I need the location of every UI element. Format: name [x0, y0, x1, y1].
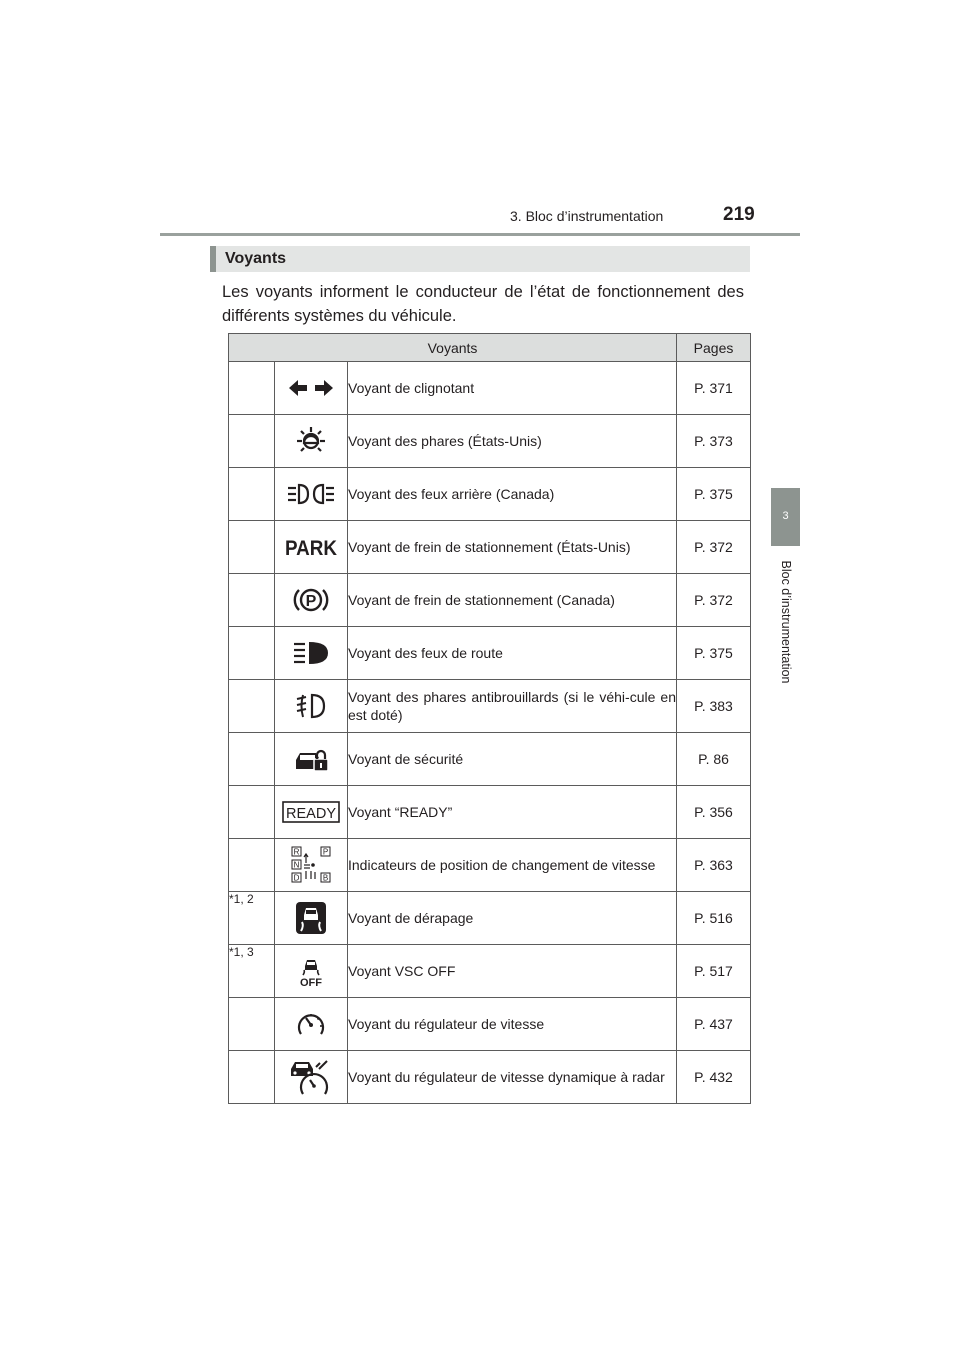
- table-row: [229, 468, 751, 521]
- icon-cell: [275, 680, 348, 733]
- shift-p-letter: P: [322, 847, 329, 857]
- indicator-table: [228, 333, 751, 1104]
- indicator-label: Voyant “READY”: [348, 786, 677, 839]
- note-cell: [229, 362, 275, 415]
- icon-cell: [275, 892, 348, 945]
- running-head: 3. Bloc d’instrumentation: [510, 208, 664, 224]
- page-ref: P. 437: [677, 998, 751, 1051]
- indicator-label: Voyant des feux de route: [348, 627, 677, 680]
- indicator-label: Voyant de sécurité: [348, 733, 677, 786]
- note-cell: [229, 839, 275, 892]
- page-ref: P. 432: [677, 1051, 751, 1104]
- table-row: [229, 362, 751, 415]
- parking-brake-circle-p-icon: [291, 585, 331, 615]
- icon-cell: [275, 998, 348, 1051]
- page-ref: P. 517: [677, 945, 751, 998]
- headlight-sun-icon: [294, 424, 328, 458]
- table-row: [229, 945, 751, 998]
- icon-cell: [275, 415, 348, 468]
- page-ref: P. 373: [677, 415, 751, 468]
- table-header-row: [229, 334, 751, 362]
- indicator-label: Voyant de dérapage: [348, 892, 677, 945]
- indicator-label: Voyant VSC OFF: [348, 945, 677, 998]
- page-ref: P. 86: [677, 733, 751, 786]
- header-indicators: Voyants: [229, 334, 677, 362]
- turn-signal-arrows-icon: [287, 377, 335, 399]
- note-cell: [229, 415, 275, 468]
- icon-cell: [275, 786, 348, 839]
- note-cell: [229, 892, 275, 945]
- icon-cell: [275, 627, 348, 680]
- note-cell: [229, 945, 275, 998]
- note-cell: [229, 1051, 275, 1104]
- page-number: 219: [723, 204, 755, 225]
- table-row: [229, 521, 751, 574]
- indicator-label: Voyant des feux arrière (Canada): [348, 468, 677, 521]
- page-ref: P. 371: [677, 362, 751, 415]
- park-icon-text: PARK: [285, 537, 337, 560]
- table-row: [229, 786, 751, 839]
- indicator-label: Indicateurs de position de changement de vitesse: [348, 839, 677, 892]
- page-ref: P. 375: [677, 627, 751, 680]
- page-ref: P. 356: [677, 786, 751, 839]
- radar-cruise-control-icon: [289, 1057, 333, 1097]
- table-row: [229, 892, 751, 945]
- indicator-label: Voyant de clignotant: [348, 362, 677, 415]
- page-ref: P. 363: [677, 839, 751, 892]
- front-fog-light-icon: [294, 692, 328, 720]
- note-cell: [229, 521, 275, 574]
- security-car-lock-icon: [292, 745, 330, 773]
- table-row: [229, 733, 751, 786]
- indicator-label: Voyant du régulateur de vitesse: [348, 998, 677, 1051]
- section-heading: [210, 246, 750, 272]
- high-beam-icon: [291, 640, 331, 666]
- note-cell: [229, 680, 275, 733]
- shift-n-letter: N: [293, 860, 300, 870]
- cruise-control-gauge-icon: [295, 1009, 327, 1039]
- chapter-title: Bloc d’instrumentation: [779, 560, 793, 684]
- table-row: [229, 627, 751, 680]
- table-row: [229, 998, 751, 1051]
- shift-r-letter: R: [293, 847, 300, 857]
- ready-icon-text: READY: [286, 805, 336, 822]
- icon-cell: [275, 1051, 348, 1104]
- indicator-label: Voyant des phares (États-Unis): [348, 415, 677, 468]
- note-cell: [229, 786, 275, 839]
- note-cell: [229, 468, 275, 521]
- note-cell: [229, 627, 275, 680]
- chapter-number: 3: [782, 510, 789, 522]
- table-row: [229, 574, 751, 627]
- intro-paragraph: Les voyants informent le conducteur de l’état de fonctionnement des différents systèmes du véhicule.: [222, 283, 744, 325]
- ready-box-icon: [282, 801, 340, 823]
- icon-cell: [275, 468, 348, 521]
- page-ref: P. 372: [677, 521, 751, 574]
- icon-cell: [275, 362, 348, 415]
- table-row: [229, 680, 751, 733]
- vsc-off-text: OFF: [300, 977, 322, 988]
- indicator-label: Voyant des phares antibrouillards (si le véhi-cule en est doté): [348, 680, 677, 733]
- note-cell: [229, 998, 275, 1051]
- table-row: [229, 839, 751, 892]
- footnote-marker: *1, 3: [229, 945, 254, 959]
- header-pages: Pages: [677, 334, 751, 362]
- shift-position-icon: [288, 845, 334, 885]
- icon-cell: [275, 574, 348, 627]
- vsc-off-icon: [294, 954, 328, 988]
- shift-d-letter: D: [293, 873, 300, 883]
- icon-cell: [275, 733, 348, 786]
- parking-brake-p-letter: P: [305, 593, 317, 610]
- section-heading-text: Voyants: [225, 250, 287, 267]
- footnote-marker: *1, 2: [229, 892, 254, 906]
- page-ref: P. 516: [677, 892, 751, 945]
- note-cell: [229, 733, 275, 786]
- icon-cell: [275, 839, 348, 892]
- indicator-label: Voyant de frein de stationnement (Canada): [348, 574, 677, 627]
- header-divider: [160, 233, 800, 236]
- page-ref: P. 375: [677, 468, 751, 521]
- tail-lights-icon: [286, 482, 336, 506]
- page-ref: P. 372: [677, 574, 751, 627]
- table-row: [229, 415, 751, 468]
- park-text-icon: [283, 534, 339, 560]
- indicator-label: Voyant du régulateur de vitesse dynamique à radar: [348, 1051, 677, 1104]
- table-row: [229, 1051, 751, 1104]
- indicator-label: Voyant de frein de stationnement (États-Unis): [348, 521, 677, 574]
- icon-cell: [275, 945, 348, 998]
- icon-cell: [275, 521, 348, 574]
- page-ref: P. 383: [677, 680, 751, 733]
- note-cell: [229, 574, 275, 627]
- shift-b-letter: B: [322, 873, 329, 883]
- slip-indicator-icon: [295, 901, 327, 935]
